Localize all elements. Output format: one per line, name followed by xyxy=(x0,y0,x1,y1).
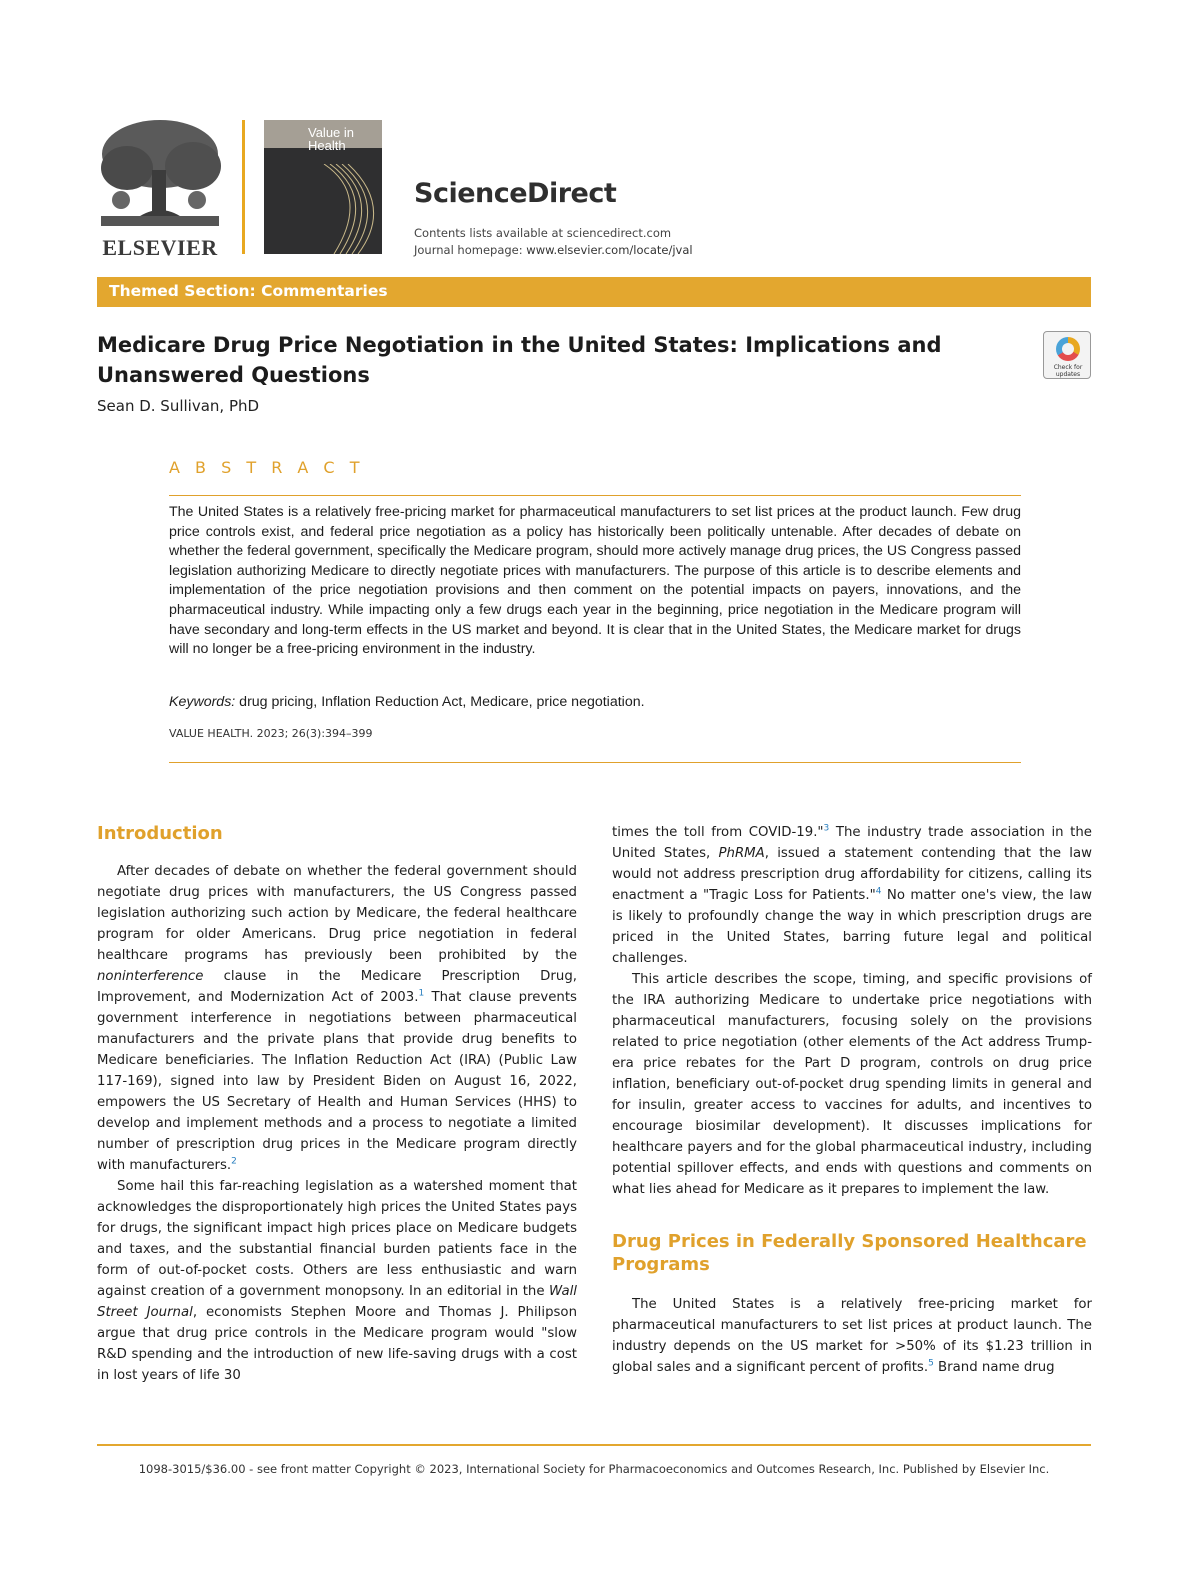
footer-copyright: 1098-3015/$36.00 - see front matter Copyright © 2023, International Society for Pharmacoeconomics and Outcomes Research, Inc. Published by Elsevier Inc. xyxy=(138,1462,1050,1476)
check-updates-label: Check for updates xyxy=(1053,364,1083,378)
intro-paragraph-1: After decades of debate on whether the federal government should negotiate drug prices with manufacturers, the US Congress passed legislation authorizing such action by Medicare, the federal healthcare program for older Americans. Drug price negotiation in federal healthcare programs has previously been prohibited by the noninterference clause in the Medicare Prescription Drug, Improvement, and Modernization Act of 2003.$^1$ That clause prevents government interference in negotiations between pharmaceutical manufacturers and the private plans that provide drug benefits to Medicare beneficiaries. The Inflation Reduction Act (IRA) (Public Law 117-169), signed into law by President Biden on August 16, 2022, empowers the US Secretary of Health and Human Services (HHS) to develop and implement methods and a process to negotiate a limited number of prescription drug prices in the Medicare program directly with manufacturers.$^2$ xyxy=(97,864,577,1173)
header-divider xyxy=(242,120,245,254)
introduction-heading: Introduction xyxy=(97,823,223,844)
elsevier-tree-icon xyxy=(97,118,223,230)
body-right-column xyxy=(612,822,1092,1378)
drug-prices-heading: Drug Prices in Federally Sponsored Healthcare Programs xyxy=(612,1231,1087,1275)
journal-cover-title: Value in Health xyxy=(308,125,355,153)
abstract-top-rule xyxy=(169,495,1021,496)
footer-rule xyxy=(97,1444,1091,1446)
reference-link-1[interactable]: 1 xyxy=(418,988,425,999)
reference-link-5[interactable]: 5 xyxy=(928,1358,934,1369)
abstract-bottom-rule xyxy=(169,762,1021,763)
section-label: Themed Section: Commentaries xyxy=(109,282,388,300)
journal-homepage-link[interactable]: www.elsevier.com/locate/jval xyxy=(526,243,693,257)
check-for-updates-button[interactable] xyxy=(1043,331,1091,379)
reference-link-2[interactable]: 2 xyxy=(231,1156,237,1167)
contents-line: Contents lists available at sciencedirect.com xyxy=(414,226,672,240)
keywords: Keywords: drug pricing, Inflation Reduction Act, Medicare, price negotiation. xyxy=(169,694,645,710)
author-line[interactable]: Sean D. Sullivan, PhD xyxy=(97,397,260,415)
article-title: Medicare Drug Price Negotiation in the United States: Implications and Unanswered Questions xyxy=(97,333,942,387)
elsevier-logo xyxy=(97,118,223,260)
check-updates-icon xyxy=(1056,337,1080,361)
right-paragraph-3: The United States is a relatively free-pricing market for pharmaceutical manufacturers to set list prices at product launch. The industry depends on the US market for >50% of its $1.23 trillion in global sales and a significant percent of profits.$^5$ Brand name drug xyxy=(612,1297,1092,1375)
sciencedirect-brand[interactable]: ScienceDirect xyxy=(414,178,617,209)
abstract-text: The United States is a relatively free-pricing market for pharmaceutical manufacturers to set list prices at the product launch. Few drug price controls exist, and federal price negotiation as a policy has historically been politically untenable. After decades of debate on whether the federal government, specifically the Medicare program, should more actively manage drug prices, the US Congress passed legislation authorizing Medicare to directly negotiate prices with manufacturers. The purpose of this article is to describe elements and implementation of the price negotiation provisions and then comment on the potential impacts on payers, innovations, and the pharmaceutical industry. While impacting only a few drugs each year in the beginning, price negotiation in the Medicare program will have secondary and long-term effects in the US market and beyond. It is clear that in the United States, the Medicare market for drugs will no longer be a free-pricing environment in the industry. xyxy=(169,504,1021,658)
body-left-column xyxy=(97,822,577,1386)
journal-homepage: Journal homepage: www.elsevier.com/locate/jval xyxy=(414,243,693,257)
abstract-heading: A B S T R A C T xyxy=(169,458,365,477)
right-paragraph-1: times the toll from COVID-19."$^3$ The industry trade association in the United States, PhRMA, issued a statement contending that the law would not address prescription drug affordability for citizens, calling its enactment a "Tragic Loss for Patients."$^4$ No matter one's view, the law is likely to profoundly change the way in which prescription drugs are priced in the United States, barring future legal and political challenges. xyxy=(612,823,1092,966)
journal-cover[interactable] xyxy=(264,120,382,254)
right-paragraph-2: This article describes the scope, timing, and specific provisions of the IRA authorizing Medicare to undertake price negotiations with pharmaceutical manufacturers, focusing solely on the provisions related to price negotiation (other elements of the Act address Trump-era price rebates for the Part D program, controls on drug price inflation, beneficiary out-of-pocket drug spending limits in general and for insulin, greater access to vaccines for adults, and incentives to encourage biosimilar development). It discusses implications for healthcare payers and for the global pharmaceutical industry, including potential spillover effects, and ends with questions and comments on what lies ahead for Medicare as it prepares to implement the law. xyxy=(612,972,1092,1197)
intro-paragraph-2: Some hail this far-reaching legislation as a watershed moment that acknowledges the disproportionately high prices the United States pays for drugs, the significant impact high prices place on Medicare budgets and taxes, and the substantial financial burden patients face in the form of out-of-pocket costs. Others are less enthusiastic and warn against creation of a government monopsony. In an editorial in the Wall Street Journal, economists Stephen Moore and Thomas J. Philipson argue that drug price controls in the Medicare program would "slow R&D spending and the introduction of new life-saving drugs with a cost in lost years of life 30 xyxy=(97,1179,577,1383)
reference-link-3[interactable]: 3 xyxy=(823,823,830,834)
section-banner xyxy=(97,277,1091,307)
journal-cover-art xyxy=(264,164,382,254)
reference-link-4[interactable]: 4 xyxy=(875,886,882,897)
publisher-name: ELSEVIER xyxy=(102,235,218,260)
citation-line: VALUE HEALTH. 2023; 26(3):394–399 xyxy=(169,727,373,740)
